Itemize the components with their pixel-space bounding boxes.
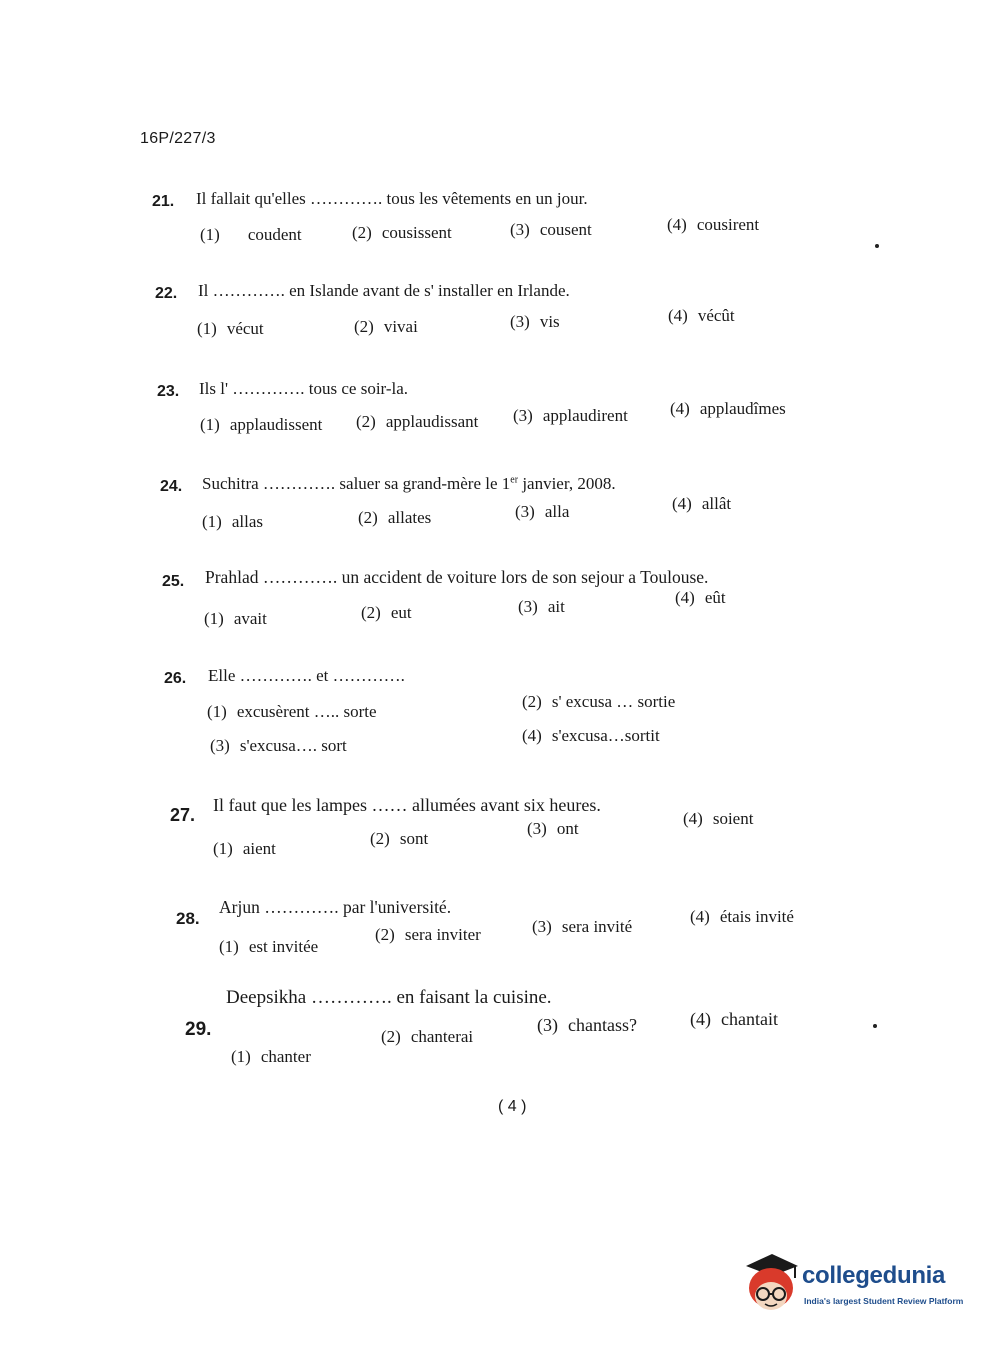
option-2: (2) chanterai	[381, 1027, 474, 1046]
question-27	[0, 795, 1001, 875]
option-3: (3) vis	[510, 312, 560, 331]
collegedunia-watermark	[742, 1252, 972, 1322]
option-2: (2) allates	[358, 508, 432, 527]
option-3: (3) chantass?	[537, 1015, 637, 1035]
option-1: (1) aient	[213, 839, 276, 858]
option-4: (4) cousirent	[667, 215, 760, 234]
question-text: Arjun …………. par l'université.	[219, 897, 452, 917]
question-text: Prahlad …………. un accident de voiture lors de son sejour a Toulouse.	[205, 567, 709, 587]
option-3: (3) cousent	[510, 220, 592, 239]
option-4: (4) allât	[672, 494, 732, 513]
option-4: (4) applaudîmes	[670, 399, 786, 418]
question-24	[0, 470, 1001, 550]
question-number: 29.	[185, 1019, 212, 1040]
option-1: (1) avait	[204, 609, 267, 628]
brand-tagline: India's largest Student Review Platform	[804, 1296, 964, 1306]
option-4: (4) vécût	[668, 306, 735, 325]
question-text: Il faut que les lampes …… allumées avant six heures.	[213, 795, 601, 815]
option-3: (3) sera invité	[532, 917, 633, 936]
question-number: 23.	[157, 383, 180, 400]
option-3: (3) applaudirent	[513, 406, 628, 425]
stray-mark	[873, 1024, 877, 1028]
option-2: (2) eut	[361, 603, 412, 622]
question-23	[0, 375, 1001, 455]
question-number: 28.	[176, 909, 200, 928]
question-text: Il …………. en Islande avant de s' installer en Irlande.	[198, 281, 570, 300]
question-number: 27.	[170, 805, 196, 825]
option-3: (3) alla	[515, 502, 570, 521]
question-text: Suchitra …………. saluer sa grand-mère le 1er janvier, 2008.	[202, 474, 616, 493]
paper-code: 16P/227/3	[140, 130, 216, 147]
option-1: (1) applaudissent	[200, 415, 323, 434]
option-2: (2) cousissent	[352, 223, 452, 242]
question-text: Ils l' …………. tous ce soir-la.	[199, 379, 409, 398]
question-number: 25.	[162, 573, 185, 590]
option-4: (4) eût	[675, 588, 726, 607]
page-number: ( 4 )	[498, 1098, 527, 1115]
option-3: (3) ont	[527, 819, 579, 838]
question-number: 21.	[152, 193, 175, 210]
option-4: (4) chantait	[690, 1009, 778, 1029]
option-1: (1) excusèrent ….. sorte	[207, 702, 377, 721]
brand-name: collegedunia	[802, 1262, 946, 1289]
option-2: (2) vivai	[354, 317, 418, 336]
option-2: (2) applaudissant	[356, 412, 479, 431]
question-21	[0, 185, 1001, 265]
option-4: (4) soient	[683, 809, 754, 828]
option-2: (2) s' excusa … sortie	[522, 692, 676, 711]
option-1: (1) est invitée	[219, 937, 319, 956]
stray-mark	[875, 244, 879, 248]
question-25	[0, 565, 1001, 645]
option-1: (1) vécut	[197, 319, 264, 338]
question-29	[0, 985, 1001, 1065]
question-22	[0, 277, 1001, 357]
question-text: Deepsikha …………. en faisant la cuisine.	[226, 987, 552, 1008]
question-text: Elle …………. et ………….	[208, 666, 405, 685]
option-3: (3) s'excusa…. sort	[210, 736, 347, 755]
option-2: (2) sera inviter	[375, 925, 481, 944]
option-1: (1) chanter	[231, 1047, 311, 1066]
option-2: (2) sont	[370, 829, 429, 848]
question-number: 22.	[155, 285, 178, 302]
option-4: (4) étais invité	[690, 907, 794, 926]
question-26	[0, 662, 1001, 762]
question-number: 26.	[164, 670, 187, 687]
option-1: (1) allas	[202, 512, 263, 531]
question-28	[0, 895, 1001, 975]
option-1: (1) coudent	[200, 225, 302, 244]
option-4: (4) s'excusa…sortit	[522, 726, 660, 745]
question-number: 24.	[160, 478, 183, 495]
question-text: Il fallait qu'elles …………. tous les vêtements en un jour.	[196, 189, 588, 208]
student-mascot-icon	[742, 1252, 800, 1314]
option-3: (3) ait	[518, 597, 565, 616]
